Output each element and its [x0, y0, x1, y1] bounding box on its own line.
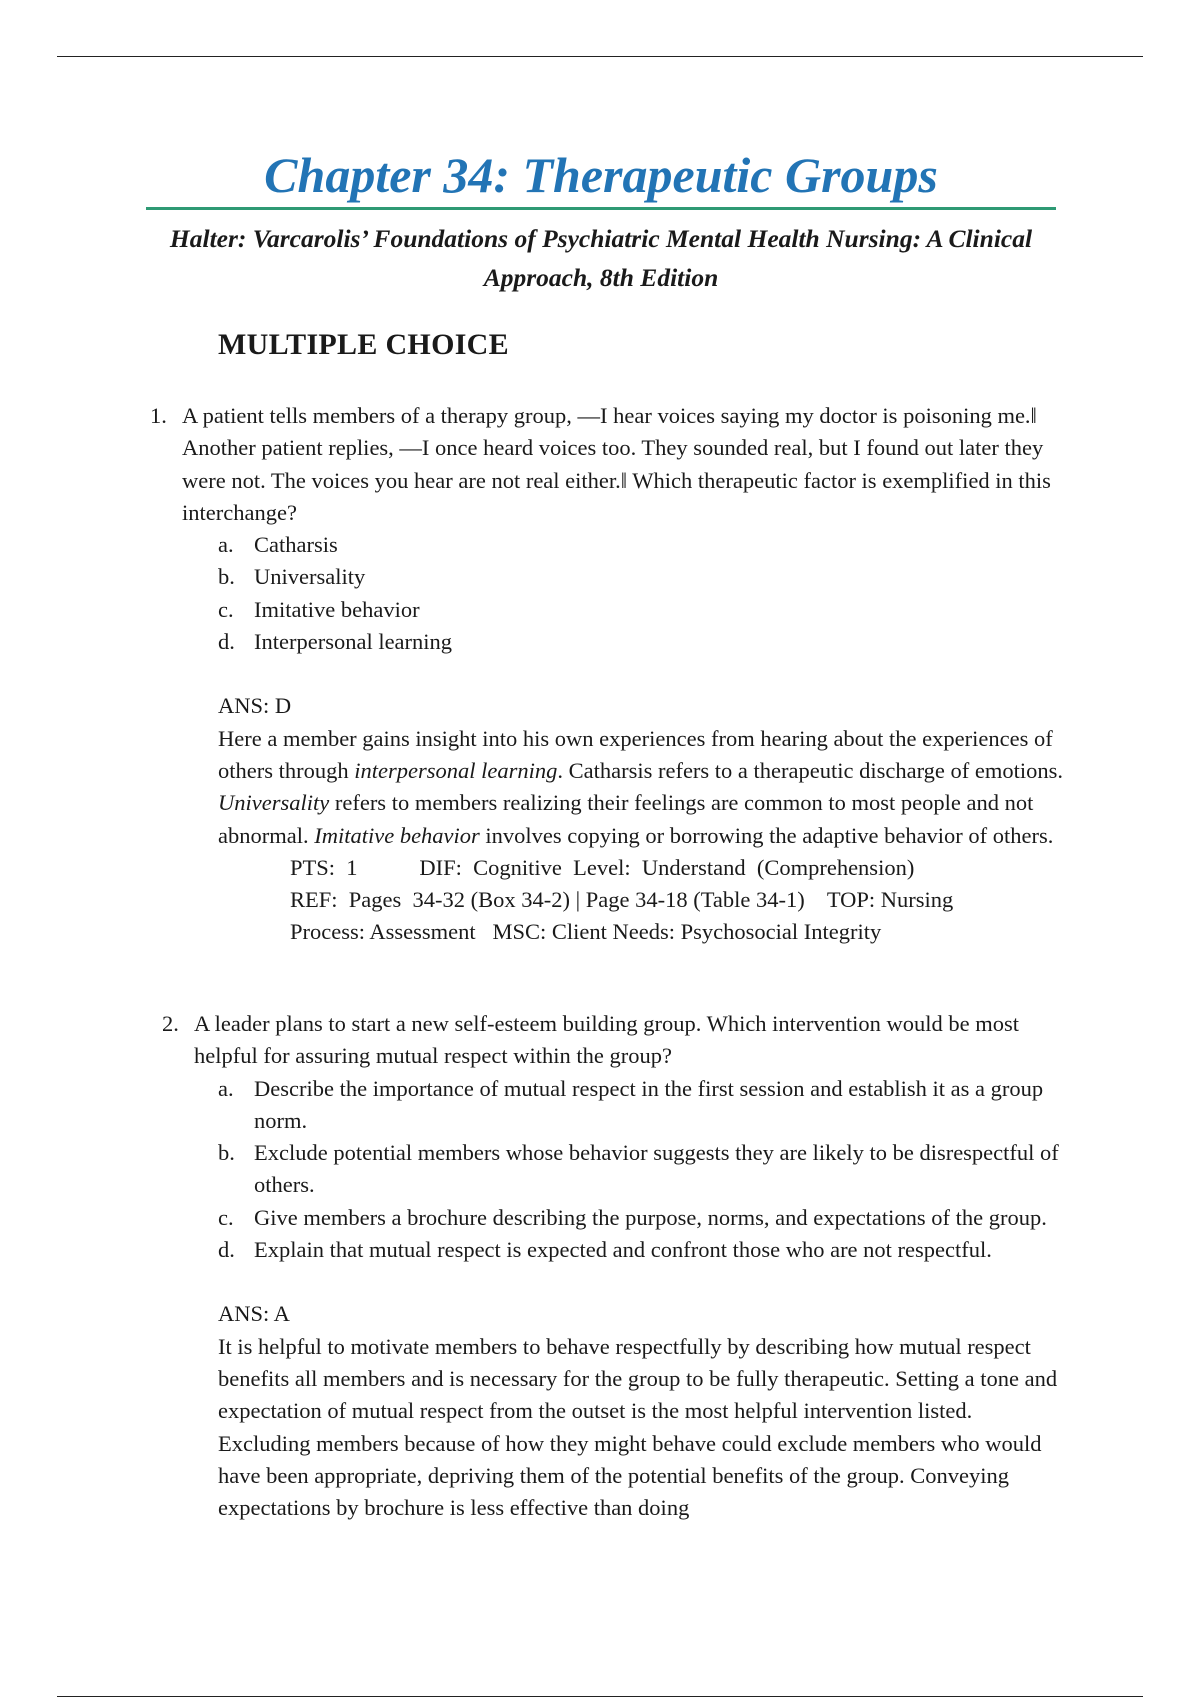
question-stem	[162, 1008, 1070, 1073]
option-c	[218, 1202, 1070, 1234]
option-text: Imitative behavior	[254, 596, 420, 622]
question-1	[150, 400, 1070, 949]
question-stem	[150, 400, 1070, 529]
option-text: Explain that mutual respect is expected and confront those who are not respectful.	[254, 1237, 992, 1263]
option-text: Describe the importance of mutual respect in the first session and establish it as a group norm.	[254, 1075, 1044, 1133]
answer-block	[218, 1298, 1070, 1524]
metadata-line: Process: Assessment MSC: Client Needs: Psychosocial Integrity	[290, 919, 882, 945]
answer-block	[218, 690, 1070, 948]
option-text: Universality	[254, 564, 366, 590]
answer-rationale	[218, 723, 1070, 852]
option-b	[218, 561, 1070, 593]
book-subtitle: Halter: Varcarolis’ Foundations of Psychiatric Mental Health Nursing: A Clinical Approach, 8th Edition	[169, 224, 1033, 292]
option-d	[218, 626, 1070, 658]
question-number: 1.	[150, 403, 167, 428]
option-text: Exclude potential members whose behavior suggests they are likely to be disrespectful of others.	[254, 1140, 1059, 1198]
answer-key: ANS: A	[218, 1301, 290, 1327]
section-heading: MULTIPLE CHOICE	[218, 328, 509, 361]
top-rule	[57, 56, 1143, 57]
option-letter: a.	[218, 1075, 234, 1101]
rationale-emphasis: Universality	[218, 790, 330, 816]
answer-rationale: It is helpful to motivate members to behave respectfully by describing how mutual respect benefits all members and is necessary for the group to be fully therapeutic. Setting a tone and expectation of mutual respect from the outset is the most helpful intervention listed. Excluding members because of how they might behave could exclude members who would have been appropriate, depriving them of the potential benefits of the group. Conveying expectations by brochure is less effective than doing	[218, 1333, 1058, 1521]
option-letter: a.	[218, 532, 234, 558]
option-text: Interpersonal learning	[254, 629, 453, 655]
rationale-text: involves copying or borrowing the adaptive behavior of others.	[479, 822, 1054, 848]
option-a	[218, 1073, 1070, 1138]
option-c	[218, 594, 1070, 626]
question-text: A leader plans to start a new self-esteem building group. Which intervention would be most helpful for assuring mutual respect within the group?	[194, 1011, 1020, 1069]
bottom-rule	[57, 1696, 1143, 1697]
metadata-line: REF: Pages 34-32 (Box 34-2) | Page 34-18 (Table 34-1) TOP: Nursing	[290, 887, 954, 913]
option-letter: b.	[218, 564, 235, 590]
chapter-title: Chapter 34: Therapeutic Groups	[264, 147, 938, 203]
option-letter: c.	[218, 596, 234, 622]
answer-key: ANS: D	[218, 693, 292, 719]
answer-options	[218, 529, 1070, 658]
rationale-text: Here a member gains insight into his own experiences from hearing about the experiences of others through	[218, 725, 1053, 783]
question-number: 2.	[162, 1011, 179, 1036]
option-text: Give members a brochure describing the purpose, norms, and expectations of the group.	[254, 1204, 1047, 1230]
question-metadata	[290, 852, 1070, 949]
rationale-emphasis: interpersonal learning	[354, 757, 558, 783]
question-text: A patient tells members of a therapy group, ―I hear voices saying my doctor is poisoning me.‖ Another patient replies, ―I once heard voices too. They sounded real, but I found out later they were not. The voices you hear are not real either.‖ Which therapeutic factor is exemplified in this interchange?	[182, 403, 1051, 525]
rationale-emphasis: Imitative behavior	[314, 822, 480, 848]
rationale-text: . Catharsis refers to a therapeutic discharge of emotions.	[557, 757, 1064, 783]
option-letter: d.	[218, 629, 235, 655]
question-2	[162, 1008, 1070, 1524]
option-d	[218, 1234, 1070, 1266]
option-letter: b.	[218, 1140, 235, 1166]
option-a	[218, 529, 1070, 561]
rationale-text: refers to members realizing their feelings are common to most people and not abnormal.	[218, 790, 1034, 848]
metadata-line: PTS: 1 DIF: Cognitive Level: Understand (Comprehension)	[290, 854, 915, 880]
option-b	[218, 1137, 1070, 1202]
option-letter: c.	[218, 1204, 234, 1230]
option-text: Catharsis	[254, 532, 338, 558]
answer-options	[218, 1073, 1070, 1267]
title-underline	[146, 207, 1056, 210]
option-letter: d.	[218, 1237, 235, 1263]
